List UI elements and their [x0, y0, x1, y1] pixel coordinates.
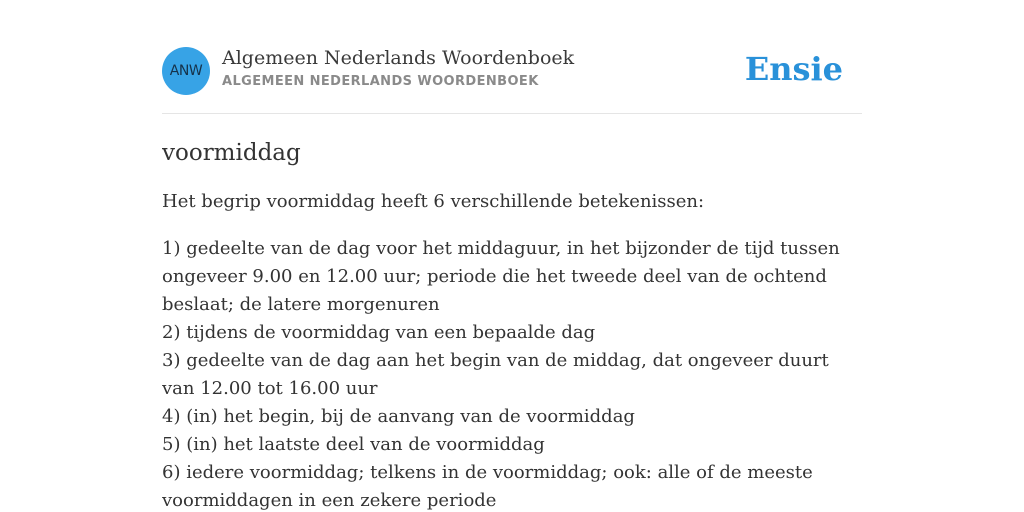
entry-term: voormiddag: [162, 140, 301, 166]
anw-logo[interactable]: [162, 47, 210, 95]
source-header: [162, 0, 862, 114]
definition-list: [162, 235, 862, 512]
source-title[interactable]: Algemeen Nederlands Woordenboek: [222, 47, 575, 69]
ensie-brand-link[interactable]: Ensie: [744, 50, 843, 88]
definition-item: 4) (in) het begin, bij de aanvang van de voormiddag: [162, 406, 635, 427]
definition-item: 1) gedeelte van de dag voor het middaguur, in het bijzonder de tijd tussen ongeveer 9.00 en 12.00 uur; periode die het tweede deel van de ochtend beslaat; de latere morgenuren: [162, 238, 840, 315]
definition-item: 5) (in) het laatste deel van de voormiddag: [162, 434, 545, 455]
page-content: [162, 0, 862, 512]
definition-item: 2) tijdens de voormiddag van een bepaalde dag: [162, 322, 596, 343]
definition-item: 3) gedeelte van de dag aan het begin van de middag, dat ongeveer duurt van 12.00 tot 16.00 uur: [162, 350, 829, 399]
definition-item: 6) iedere voormiddag; telkens in de voormiddag; ook: alle of de meeste voormiddagen in een zekere periode: [162, 462, 813, 511]
logo-text: ANW: [169, 63, 203, 79]
source-subtitle: ALGEMEEN NEDERLANDS WOORDENBOEK: [222, 74, 539, 89]
entry-intro: Het begrip voormiddag heeft 6 verschillende betekenissen:: [162, 191, 705, 212]
